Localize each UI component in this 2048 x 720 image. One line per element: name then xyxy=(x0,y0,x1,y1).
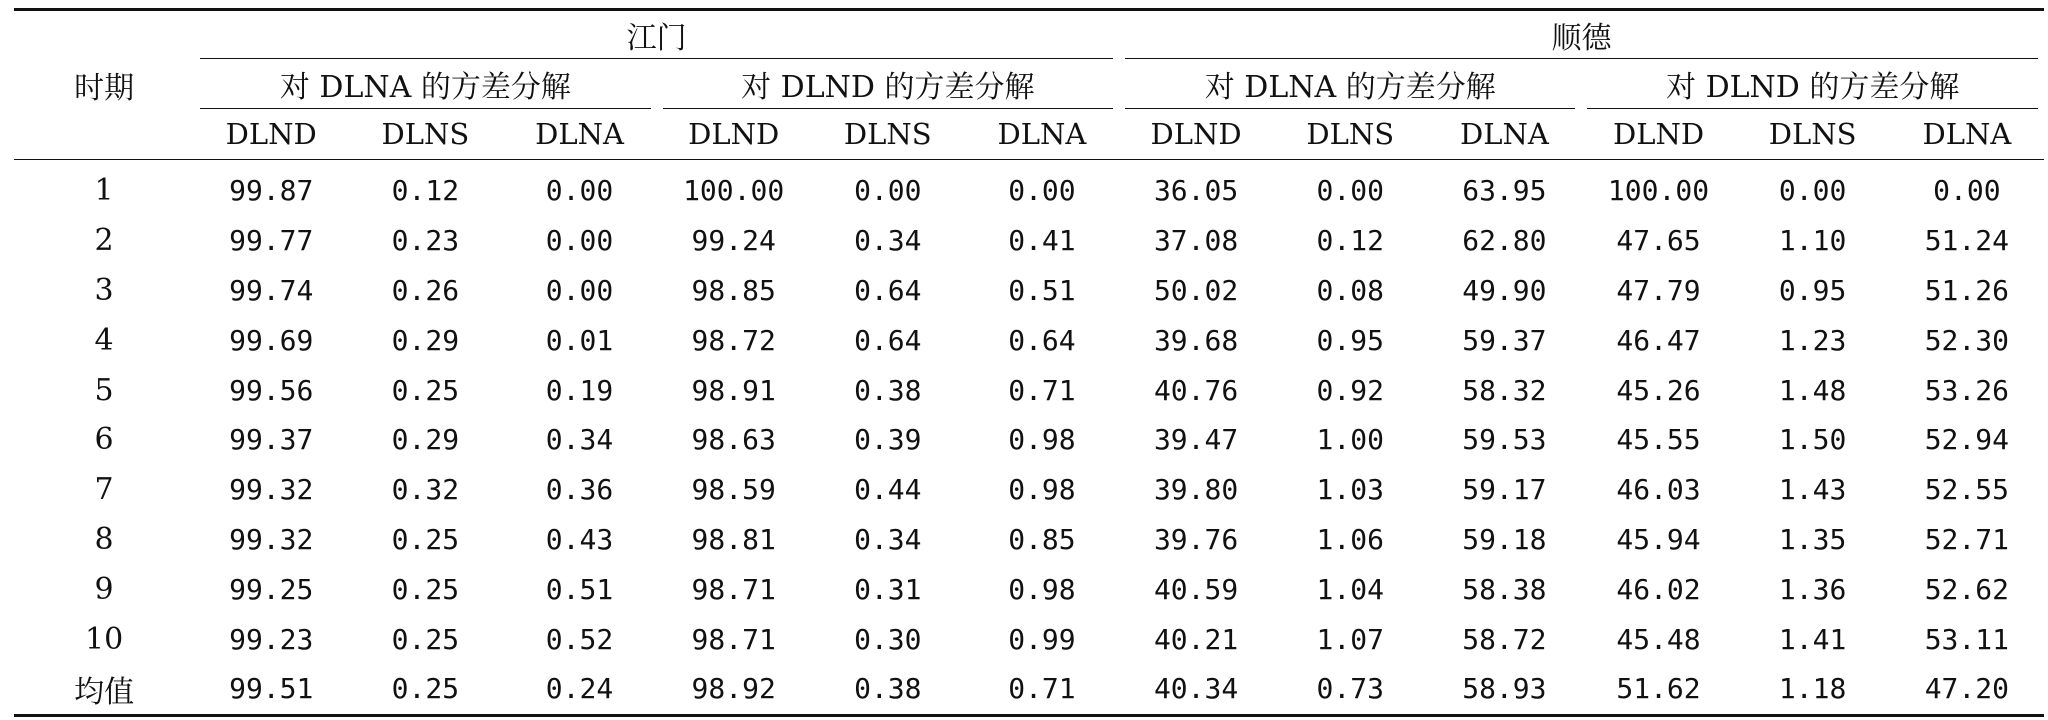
value-cell: 100.00 xyxy=(683,174,785,208)
value-cell: 0.73 xyxy=(1316,672,1384,706)
value-cell: 49.90 xyxy=(1462,273,1547,307)
value-cell: 39.80 xyxy=(1153,473,1239,507)
period-cell: 10 xyxy=(84,621,124,657)
value-cell: 45.55 xyxy=(1616,423,1701,457)
value-cell: 0.34 xyxy=(545,423,614,457)
period-cell: 9 xyxy=(94,571,114,607)
value-cell: 40.21 xyxy=(1153,622,1239,656)
value-cell: 1.36 xyxy=(1778,572,1847,606)
value-cell: 98.71 xyxy=(691,622,776,656)
value-cell: 0.31 xyxy=(854,572,922,606)
value-cell: 63.95 xyxy=(1462,174,1547,208)
column-header: DLND xyxy=(194,109,348,160)
value-cell: 98.63 xyxy=(691,423,776,457)
period-cell: 均值 xyxy=(74,674,135,710)
value-cell: 1.35 xyxy=(1778,522,1847,556)
value-cell: 1.07 xyxy=(1316,622,1384,656)
value-cell: 98.59 xyxy=(691,473,776,507)
value-cell: 0.25 xyxy=(391,672,460,706)
value-cell: 0.23 xyxy=(391,224,460,258)
value-cell: 0.39 xyxy=(854,423,922,457)
value-cell: 1.04 xyxy=(1316,572,1384,606)
group-header: 对 DLND 的方差分解 xyxy=(657,59,1119,109)
table-row xyxy=(14,216,2044,266)
value-cell: 1.41 xyxy=(1778,622,1847,656)
column-header: DLNA xyxy=(1890,109,2044,160)
value-cell: 1.50 xyxy=(1778,423,1847,457)
value-cell: 52.71 xyxy=(1924,522,2009,556)
value-cell: 0.26 xyxy=(391,273,460,307)
column-header: DLNA xyxy=(502,109,656,160)
period-cell: 8 xyxy=(94,521,114,557)
value-cell: 98.72 xyxy=(691,323,776,357)
value-cell: 0.43 xyxy=(545,522,614,556)
value-cell: 45.48 xyxy=(1616,622,1701,656)
table-row xyxy=(14,365,2044,415)
value-cell: 0.24 xyxy=(545,672,614,706)
column-header: DLNS xyxy=(1273,109,1427,160)
value-cell: 0.00 xyxy=(545,174,614,208)
value-cell: 0.34 xyxy=(854,522,922,556)
value-cell: 62.80 xyxy=(1462,224,1547,258)
value-cell: 0.51 xyxy=(545,572,614,606)
value-cell: 0.00 xyxy=(1778,174,1847,208)
region-header-jiangmen: 江门 xyxy=(194,10,1119,60)
value-cell: 0.34 xyxy=(854,224,922,258)
value-cell: 58.38 xyxy=(1462,572,1547,606)
value-cell: 0.99 xyxy=(1008,622,1076,656)
value-cell: 1.18 xyxy=(1778,672,1847,706)
value-cell: 0.38 xyxy=(854,373,922,407)
table-row xyxy=(14,266,2044,316)
value-cell: 1.23 xyxy=(1778,323,1847,357)
value-cell: 99.23 xyxy=(229,622,314,656)
value-cell: 0.64 xyxy=(854,273,922,307)
variance-decomposition-table-container xyxy=(14,8,2044,717)
value-cell: 36.05 xyxy=(1153,174,1239,208)
value-cell: 46.02 xyxy=(1616,572,1701,606)
value-cell: 99.37 xyxy=(229,423,314,457)
value-cell: 0.98 xyxy=(1008,423,1076,457)
column-header: DLND xyxy=(1119,109,1273,160)
value-cell: 0.25 xyxy=(391,522,460,556)
value-cell: 0.00 xyxy=(1933,174,2001,208)
group-header: 对 DLND 的方差分解 xyxy=(1581,59,2044,109)
value-cell: 0.51 xyxy=(1008,273,1076,307)
value-cell: 46.47 xyxy=(1616,323,1701,357)
value-cell: 0.92 xyxy=(1316,373,1384,407)
table-row xyxy=(14,465,2044,515)
value-cell: 58.93 xyxy=(1462,672,1547,706)
table-row xyxy=(14,415,2044,465)
table-row xyxy=(14,664,2044,715)
value-cell: 0.25 xyxy=(391,373,460,407)
value-cell: 99.77 xyxy=(229,224,314,258)
value-cell: 37.08 xyxy=(1153,224,1239,258)
value-cell: 52.94 xyxy=(1924,423,2009,457)
value-cell: 50.02 xyxy=(1153,273,1239,307)
value-cell: 0.29 xyxy=(391,423,460,457)
value-cell: 52.30 xyxy=(1924,323,2009,357)
value-cell: 98.71 xyxy=(691,572,776,606)
period-cell: 1 xyxy=(94,173,114,209)
column-header: DLNS xyxy=(1736,109,1890,160)
column-header: DLNS xyxy=(811,109,965,160)
value-cell: 0.01 xyxy=(545,323,614,357)
value-cell: 0.00 xyxy=(1316,174,1384,208)
value-cell: 47.20 xyxy=(1924,672,2009,706)
value-cell: 99.32 xyxy=(229,522,314,556)
value-cell: 40.59 xyxy=(1153,572,1239,606)
table-row xyxy=(14,515,2044,565)
value-cell: 58.72 xyxy=(1462,622,1547,656)
value-cell: 53.26 xyxy=(1924,373,2009,407)
value-cell: 0.12 xyxy=(1316,224,1384,258)
period-cell: 4 xyxy=(94,322,114,358)
value-cell: 99.32 xyxy=(229,473,314,507)
period-cell: 5 xyxy=(94,372,114,408)
value-cell: 0.08 xyxy=(1316,273,1384,307)
value-cell: 0.38 xyxy=(854,672,922,706)
value-cell: 0.52 xyxy=(545,622,614,656)
value-cell: 0.00 xyxy=(854,174,922,208)
value-cell: 52.55 xyxy=(1924,473,2009,507)
value-cell: 40.34 xyxy=(1153,672,1239,706)
column-header: DLNA xyxy=(1427,109,1581,160)
table-row xyxy=(14,315,2044,365)
value-cell: 0.44 xyxy=(854,473,922,507)
table-row xyxy=(14,614,2044,664)
value-cell: 0.41 xyxy=(1008,224,1076,258)
table-row xyxy=(14,160,2044,216)
value-cell: 45.94 xyxy=(1616,522,1701,556)
value-cell: 0.25 xyxy=(391,622,460,656)
value-cell: 100.00 xyxy=(1607,174,1710,208)
value-cell: 99.24 xyxy=(691,224,776,258)
value-cell: 99.69 xyxy=(229,323,314,357)
period-cell: 7 xyxy=(94,472,114,508)
value-cell: 47.79 xyxy=(1616,273,1701,307)
variance-decomposition-table xyxy=(14,8,2044,717)
value-cell: 99.74 xyxy=(229,273,314,307)
value-cell: 46.03 xyxy=(1616,473,1701,507)
period-cell: 3 xyxy=(94,272,114,308)
region-header-shunde: 顺德 xyxy=(1119,10,2044,60)
value-cell: 1.00 xyxy=(1316,423,1384,457)
value-cell: 59.17 xyxy=(1462,473,1547,507)
value-cell: 59.37 xyxy=(1462,323,1547,357)
value-cell: 39.47 xyxy=(1153,423,1239,457)
value-cell: 0.71 xyxy=(1008,672,1076,706)
value-cell: 51.24 xyxy=(1924,224,2009,258)
value-cell: 51.62 xyxy=(1616,672,1701,706)
value-cell: 0.64 xyxy=(1008,323,1076,357)
period-cell: 2 xyxy=(94,223,114,259)
value-cell: 0.98 xyxy=(1008,572,1076,606)
value-cell: 59.18 xyxy=(1462,522,1547,556)
value-cell: 39.68 xyxy=(1153,323,1239,357)
value-cell: 0.12 xyxy=(391,174,460,208)
group-header: 对 DLNA 的方差分解 xyxy=(1119,59,1581,109)
value-cell: 0.85 xyxy=(1008,522,1076,556)
value-cell: 0.64 xyxy=(854,323,922,357)
value-cell: 0.00 xyxy=(545,273,614,307)
column-header: DLNS xyxy=(348,109,502,160)
value-cell: 99.56 xyxy=(229,373,314,407)
column-header: DLND xyxy=(657,109,811,160)
table-body xyxy=(14,160,2044,716)
value-cell: 0.95 xyxy=(1778,273,1847,307)
value-cell: 1.03 xyxy=(1316,473,1384,507)
value-cell: 99.51 xyxy=(229,672,314,706)
value-cell: 1.06 xyxy=(1316,522,1384,556)
value-cell: 98.91 xyxy=(691,373,776,407)
value-cell: 52.62 xyxy=(1924,572,2009,606)
value-cell: 0.25 xyxy=(391,572,460,606)
value-cell: 45.26 xyxy=(1616,373,1701,407)
value-cell: 40.76 xyxy=(1153,373,1239,407)
value-cell: 1.43 xyxy=(1778,473,1847,507)
value-cell: 99.25 xyxy=(229,572,314,606)
group-header: 对 DLNA 的方差分解 xyxy=(194,59,656,109)
value-cell: 98.92 xyxy=(691,672,776,706)
value-cell: 98.81 xyxy=(691,522,776,556)
value-cell: 98.85 xyxy=(691,273,776,307)
table-row xyxy=(14,564,2044,614)
value-cell: 99.87 xyxy=(229,174,314,208)
value-cell: 1.10 xyxy=(1778,224,1847,258)
value-cell: 0.71 xyxy=(1008,373,1076,407)
value-cell: 0.00 xyxy=(1008,174,1076,208)
value-cell: 53.11 xyxy=(1924,622,2009,656)
value-cell: 0.98 xyxy=(1008,473,1076,507)
value-cell: 0.29 xyxy=(391,323,460,357)
column-header: DLND xyxy=(1581,109,1735,160)
table-header xyxy=(14,10,2044,160)
value-cell: 47.65 xyxy=(1616,224,1701,258)
value-cell: 1.48 xyxy=(1778,373,1847,407)
period-cell: 6 xyxy=(94,422,114,458)
value-cell: 0.36 xyxy=(545,473,614,507)
value-cell: 51.26 xyxy=(1924,273,2009,307)
value-cell: 0.95 xyxy=(1316,323,1384,357)
value-cell: 0.19 xyxy=(545,373,614,407)
value-cell: 59.53 xyxy=(1462,423,1547,457)
value-cell: 0.00 xyxy=(545,224,614,258)
period-header: 时期 xyxy=(14,10,194,160)
value-cell: 0.32 xyxy=(391,473,460,507)
value-cell: 39.76 xyxy=(1153,522,1239,556)
column-header: DLNA xyxy=(965,109,1119,160)
value-cell: 58.32 xyxy=(1462,373,1547,407)
value-cell: 0.30 xyxy=(854,622,922,656)
